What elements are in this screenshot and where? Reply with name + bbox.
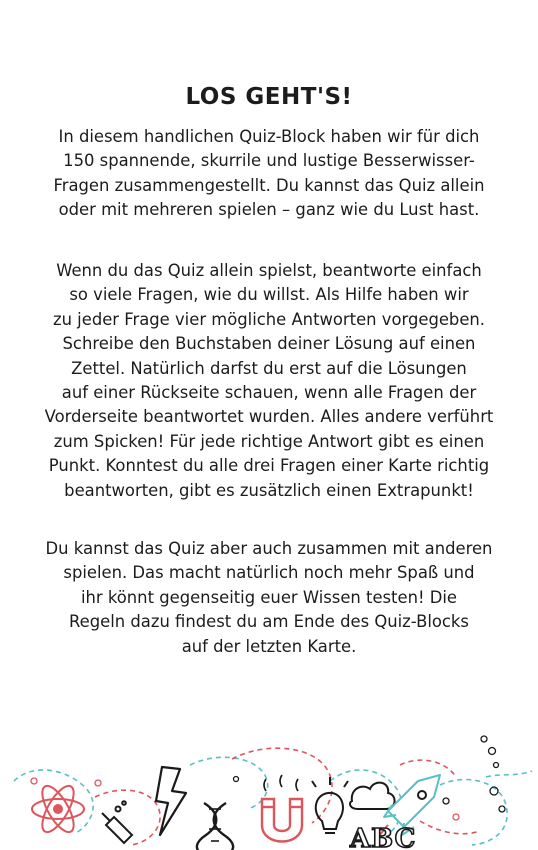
paragraph-line: Fragen zusammengestellt. Du kannst das Quiz allein — [53, 175, 485, 195]
paragraph-line: Du kannst das Quiz aber auch zusammen mit anderen — [45, 539, 493, 558]
paragraph-line: beantworten, gibt es zusätzlich einen Extrapunkt! — [64, 480, 474, 500]
paragraph-line: zum Spicken! Für jede richtige Antwort gibt es einen — [53, 431, 485, 451]
intro-paragraph — [14, 125, 524, 223]
lightning-icon — [156, 767, 186, 835]
paragraph-line: Punkt. Konntest du alle drei Fragen einer Karte richtig — [48, 456, 490, 476]
paragraph-line: oder mit mehreren spielen – ganz wie du Lust hast. — [58, 200, 480, 220]
footer-illustration — [0, 725, 538, 850]
light-bulb-icon — [312, 777, 348, 833]
paragraph-line: 150 spannende, skurrile und lustige Besserwisser- — [63, 151, 475, 171]
paragraph-line: Zettel. Natürlich darfst du erst auf die Lösungen — [71, 358, 467, 378]
paragraph-line: ihr könnt gegenseitig euer Wissen testen! Die — [80, 587, 458, 607]
paragraph-line: so viele Fragen, wie du willst. Als Hilfe haben wir — [69, 285, 469, 305]
paragraph-line: Wenn du das Quiz allein spielst, beantworte einfach — [56, 261, 482, 280]
atom-icon — [32, 781, 84, 836]
abc-letters-icon — [349, 824, 416, 850]
dna-icon — [197, 803, 233, 850]
solo-rules-paragraph — [14, 259, 524, 503]
paragraph-line: spielen. Das macht natürlich noch mehr Spaß und — [63, 563, 475, 583]
flask-icon — [102, 801, 132, 843]
paragraph-line: Vorderseite beantwortet wurden. Alles andere verführt — [44, 407, 494, 427]
paragraph-line: Schreibe den Buchstaben deiner Lösung auf einen — [62, 334, 476, 354]
paragraph-line: zu jeder Frage vier mögliche Antworten vorgegeben. — [52, 309, 486, 329]
paragraph-line: auf der letzten Karte. — [181, 636, 357, 656]
page-title: LOS GEHT'S! — [185, 84, 353, 110]
cloud-icon — [350, 783, 395, 809]
paragraph-line: auf einer Rückseite schauen, wenn alle Fragen der — [61, 383, 477, 403]
group-rules-paragraph — [14, 537, 524, 659]
paragraph-line: Regeln dazu findest du am Ende des Quiz-Blocks — [69, 612, 469, 632]
paragraph-line: In diesem handlichen Quiz-Block haben wir für dich — [58, 127, 480, 146]
abc-letters-label: ABC — [350, 824, 417, 850]
